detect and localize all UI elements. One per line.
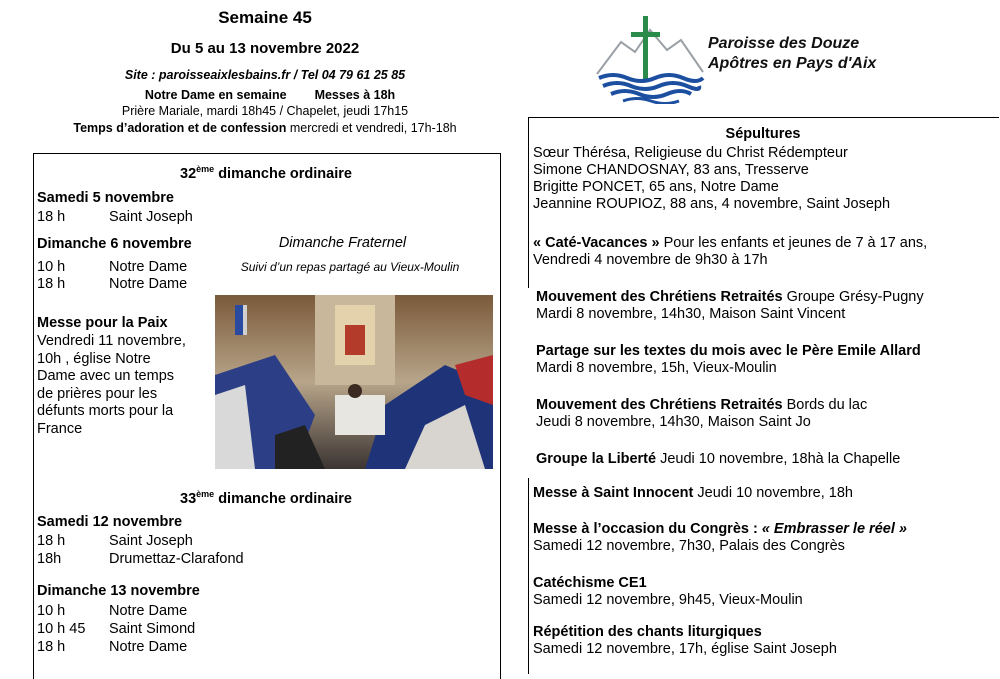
sepulture-3: Brigitte PONCET, 65 ans, Notre Dame [533,179,779,195]
sun13-row-1: 10 h Notre Dame [37,603,188,619]
sepultures-list [533,145,890,213]
paix-title: Messe pour la Paix [37,315,168,331]
partage: Partage sur les textes du mois avec le Père Emile Allard Mardi 8 novembre, 15h, Vieux-Moulin [536,343,921,376]
parish-logo-icon [595,12,705,104]
adoration-label: Temps d’adoration et de confession [73,121,287,135]
notre-dame-weekday [120,88,420,102]
sun13-title: Dimanche 13 novembre [37,583,200,599]
fraternel-title: Dimanche Fraternel [278,235,407,251]
church-flags-photo [215,295,493,469]
paix-text: Vendredi 11 novembre, 10h , église Notre Dame avec un temps de prières pour les défunts morts pour la France [37,333,186,437]
sat5-title: Samedi 5 novembre [37,190,174,206]
groupe-liberte: Groupe la Liberté Jeudi 10 novembre, 18hà la Chapelle [536,451,901,467]
prayer-times: Prière Mariale, mardi 18h45 / Chapelet, jeudi 17h15 [121,104,409,118]
nd-mass-time: Messes à 18h [314,88,396,102]
adoration-days: mercredi et vendredi, 17h-18h [286,121,457,135]
sat12-title: Samedi 12 novembre [37,514,183,530]
sat5-row: 18 h Saint Joseph [37,209,193,225]
right-bottom-rule [528,478,529,674]
sepultures-title: Sépultures [725,126,801,142]
date-range: Du 5 au 13 novembre 2022 [170,40,360,57]
mcr-lac: Mouvement des Chrétiens Retraités Bords du lac Jeudi 8 novembre, 14h30, Maison Saint Jo [536,397,868,430]
messe-innocent: Messe à Saint Innocent Jeudi 10 novembre, 18h [533,485,853,501]
parish-name-line1: Paroisse des Douze [708,35,860,52]
fraternel-sub: Suivi d’un repas partagé au Vieux-Moulin [240,260,460,274]
repetition-chants: Répétition des chants liturgiques Samedi 12 novembre, 17h, église Saint Joseph [533,624,837,657]
sun6-title: Dimanche 6 novembre [37,236,192,252]
sat12-row-2: 18h Drumettaz-Clarafond [37,551,244,567]
sunday-32-heading: 32ème dimanche ordinaire [180,164,352,182]
cate-vacances: « Caté-Vacances » Pour les enfants et jeunes de 7 à 17 ans, Vendredi 4 novembre de 9h30 à 17h [533,235,928,268]
sepulture-2: Simone CHANDOSNAY, 83 ans, Tresserve [533,162,809,178]
parish-name [708,34,876,74]
sun6-row-2: 18 h Notre Dame [37,276,188,292]
sun6-row-1: 10 h Notre Dame [37,259,188,275]
parish-name-line2: Apôtres en Pays d'Aix [708,55,877,72]
sunday-33-heading: 33ème dimanche ordinaire [180,489,352,507]
site-and-phone: Site : paroisseaixlesbains.fr / Tel 04 79 61 25 85 [124,68,406,82]
catechisme: Catéchisme CE1 Samedi 12 novembre, 9h45, Vieux-Moulin [533,575,803,608]
adoration-times [30,121,500,135]
week-title: Semaine 45 [218,8,312,27]
sat12-row-1: 18 h Saint Joseph [37,533,193,549]
sepulture-4: Jeannine ROUPIOZ, 88 ans, 4 novembre, Saint Joseph [533,196,891,212]
sun13-row-3: 18 h Notre Dame [37,639,188,655]
sepulture-1: Sœur Thérésa, Religieuse du Christ Rédempteur [533,145,848,161]
mcr-gresy: Mouvement des Chrétiens Retraités Groupe Grésy-Pugny Mardi 8 novembre, 14h30, Maison Saint Vincent [536,289,924,322]
sun13-row-2: 10 h 45 Saint Simond [37,621,196,637]
nd-weekday-label: Notre Dame en semaine [144,88,287,102]
messe-congres: Messe à l’occasion du Congrès : « Embrasser le réel » Samedi 12 novembre, 7h30, Palais des Congrès [533,521,907,554]
